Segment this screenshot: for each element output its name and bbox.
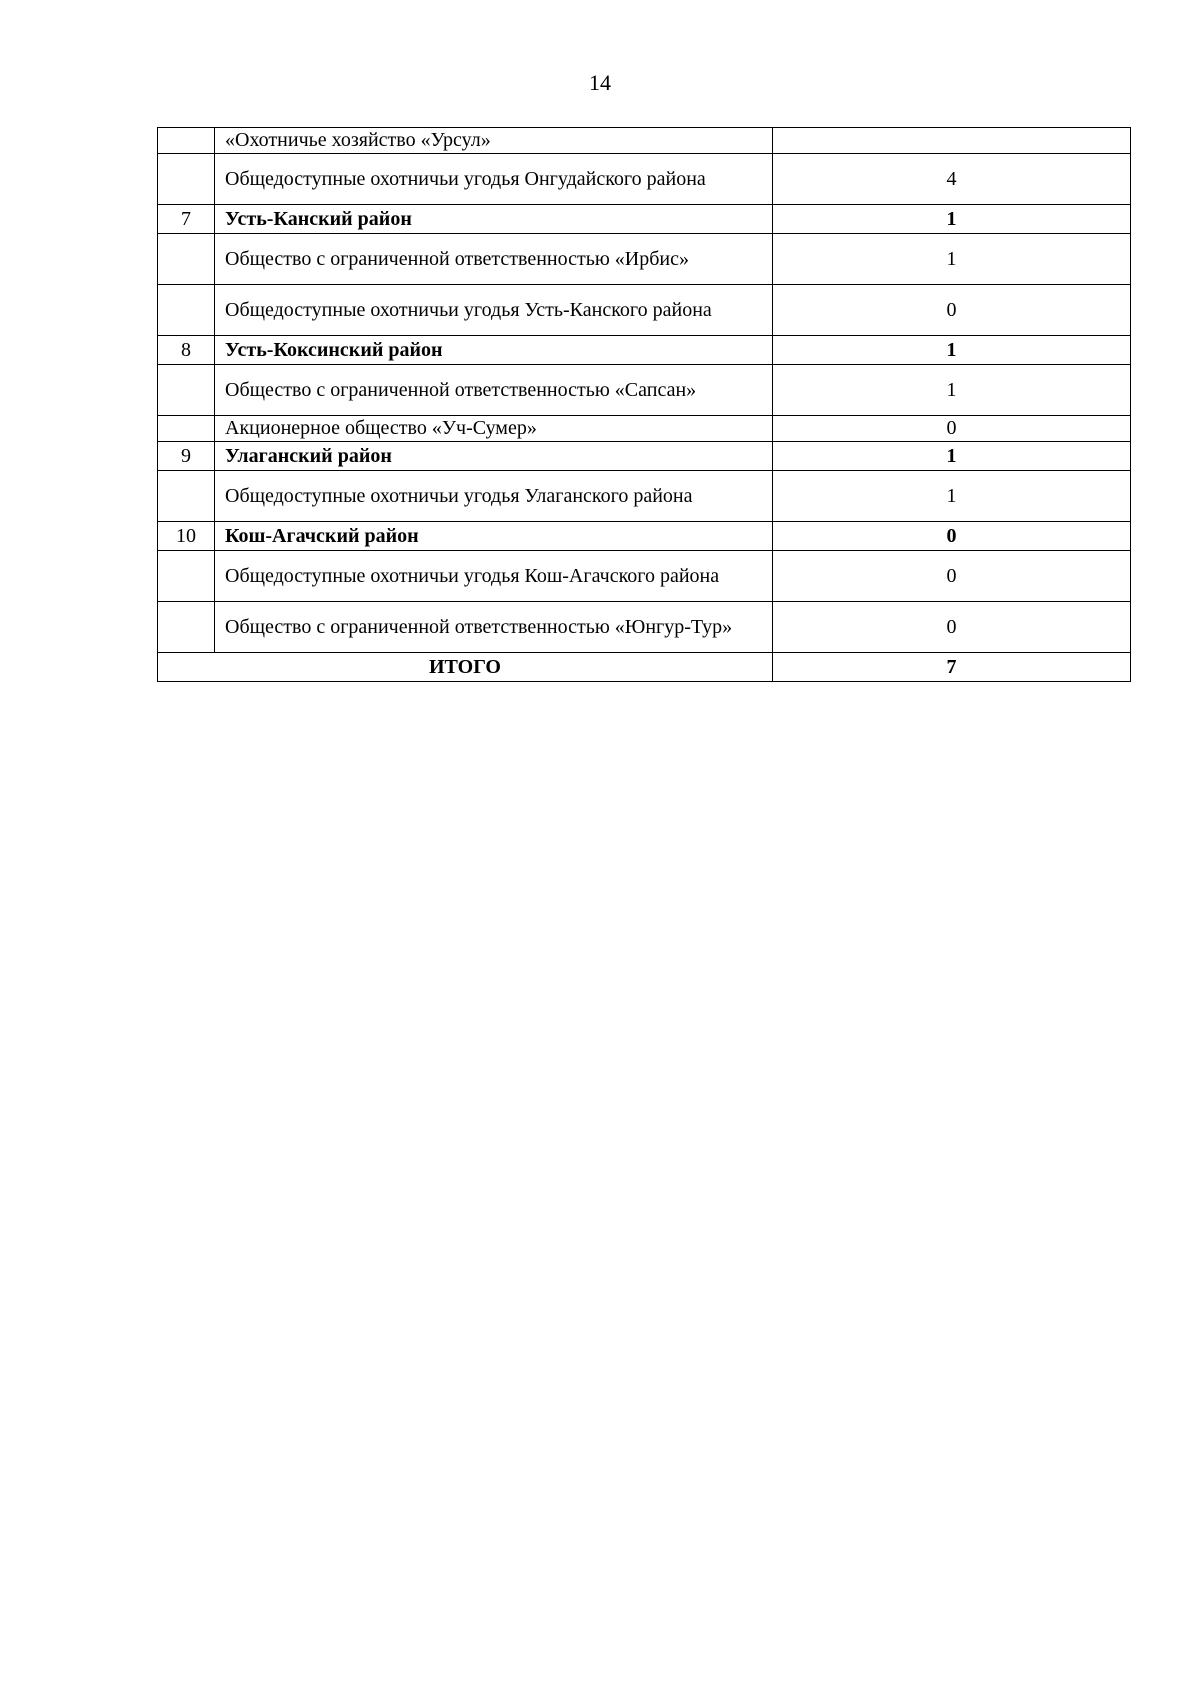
- row-number-cell: 9: [158, 442, 215, 471]
- table-row: [158, 128, 1131, 154]
- district-row: [158, 205, 1131, 234]
- district-row: [158, 442, 1131, 471]
- page-number: 14: [589, 70, 611, 95]
- district-name-cell: Улаганский район: [215, 442, 773, 471]
- row-name-cell: Общедоступные охотничьи угодья Усть-Канского района: [215, 285, 773, 336]
- district-value-cell: 1: [773, 442, 1131, 471]
- row-number-cell: [158, 365, 215, 416]
- row-number-cell: 10: [158, 522, 215, 551]
- district-value-cell: 1: [773, 336, 1131, 365]
- row-number-cell: [158, 471, 215, 522]
- row-value-cell: 0: [773, 416, 1131, 442]
- row-name-cell: Акционерное общество «Уч-Сумер»: [215, 416, 773, 442]
- row-number-cell: [158, 285, 215, 336]
- district-value-cell: 0: [773, 522, 1131, 551]
- row-name-cell: Общество с ограниченной ответственностью «Сапсан»: [215, 365, 773, 416]
- row-value-cell: 1: [773, 471, 1131, 522]
- row-value-cell: 0: [773, 551, 1131, 602]
- table-row: [158, 154, 1131, 205]
- table-row: [158, 551, 1131, 602]
- district-row: [158, 336, 1131, 365]
- row-name-cell: Общедоступные охотничьи угодья Онгудайского района: [215, 154, 773, 205]
- row-name-cell: Общедоступные охотничьи угодья Кош-Агачского района: [215, 551, 773, 602]
- row-number-cell: [158, 154, 215, 205]
- row-name-cell: Общество с ограниченной ответственностью «Ирбис»: [215, 234, 773, 285]
- row-number-cell: [158, 234, 215, 285]
- hunting-grounds-table: [157, 127, 1131, 682]
- district-name-cell: Кош-Агачский район: [215, 522, 773, 551]
- row-number-cell: [158, 551, 215, 602]
- table-row: [158, 285, 1131, 336]
- table-row: [158, 416, 1131, 442]
- row-value-cell: [773, 128, 1131, 154]
- row-number-cell: [158, 602, 215, 653]
- table-row: [158, 234, 1131, 285]
- row-number-cell: 7: [158, 205, 215, 234]
- table-body: [158, 128, 1131, 682]
- row-number-cell: [158, 128, 215, 154]
- row-value-cell: 1: [773, 365, 1131, 416]
- row-value-cell: 1: [773, 234, 1131, 285]
- district-value-cell: 1: [773, 205, 1131, 234]
- row-value-cell: 4: [773, 154, 1131, 205]
- table-row: [158, 471, 1131, 522]
- row-value-cell: 0: [773, 285, 1131, 336]
- total-row: [158, 653, 1131, 682]
- row-number-cell: [158, 416, 215, 442]
- table-row: [158, 365, 1131, 416]
- table-row: [158, 602, 1131, 653]
- district-row: [158, 522, 1131, 551]
- row-name-cell: Общество с ограниченной ответственностью «Юнгур-Тур»: [215, 602, 773, 653]
- row-value-cell: 0: [773, 602, 1131, 653]
- row-name-cell: «Охотничье хозяйство «Урсул»: [215, 128, 773, 154]
- total-label-cell: ИТОГО: [158, 653, 773, 682]
- district-name-cell: Усть-Коксинский район: [215, 336, 773, 365]
- total-value-cell: 7: [773, 653, 1131, 682]
- row-number-cell: 8: [158, 336, 215, 365]
- row-name-cell: Общедоступные охотничьи угодья Улаганского района: [215, 471, 773, 522]
- district-name-cell: Усть-Канский район: [215, 205, 773, 234]
